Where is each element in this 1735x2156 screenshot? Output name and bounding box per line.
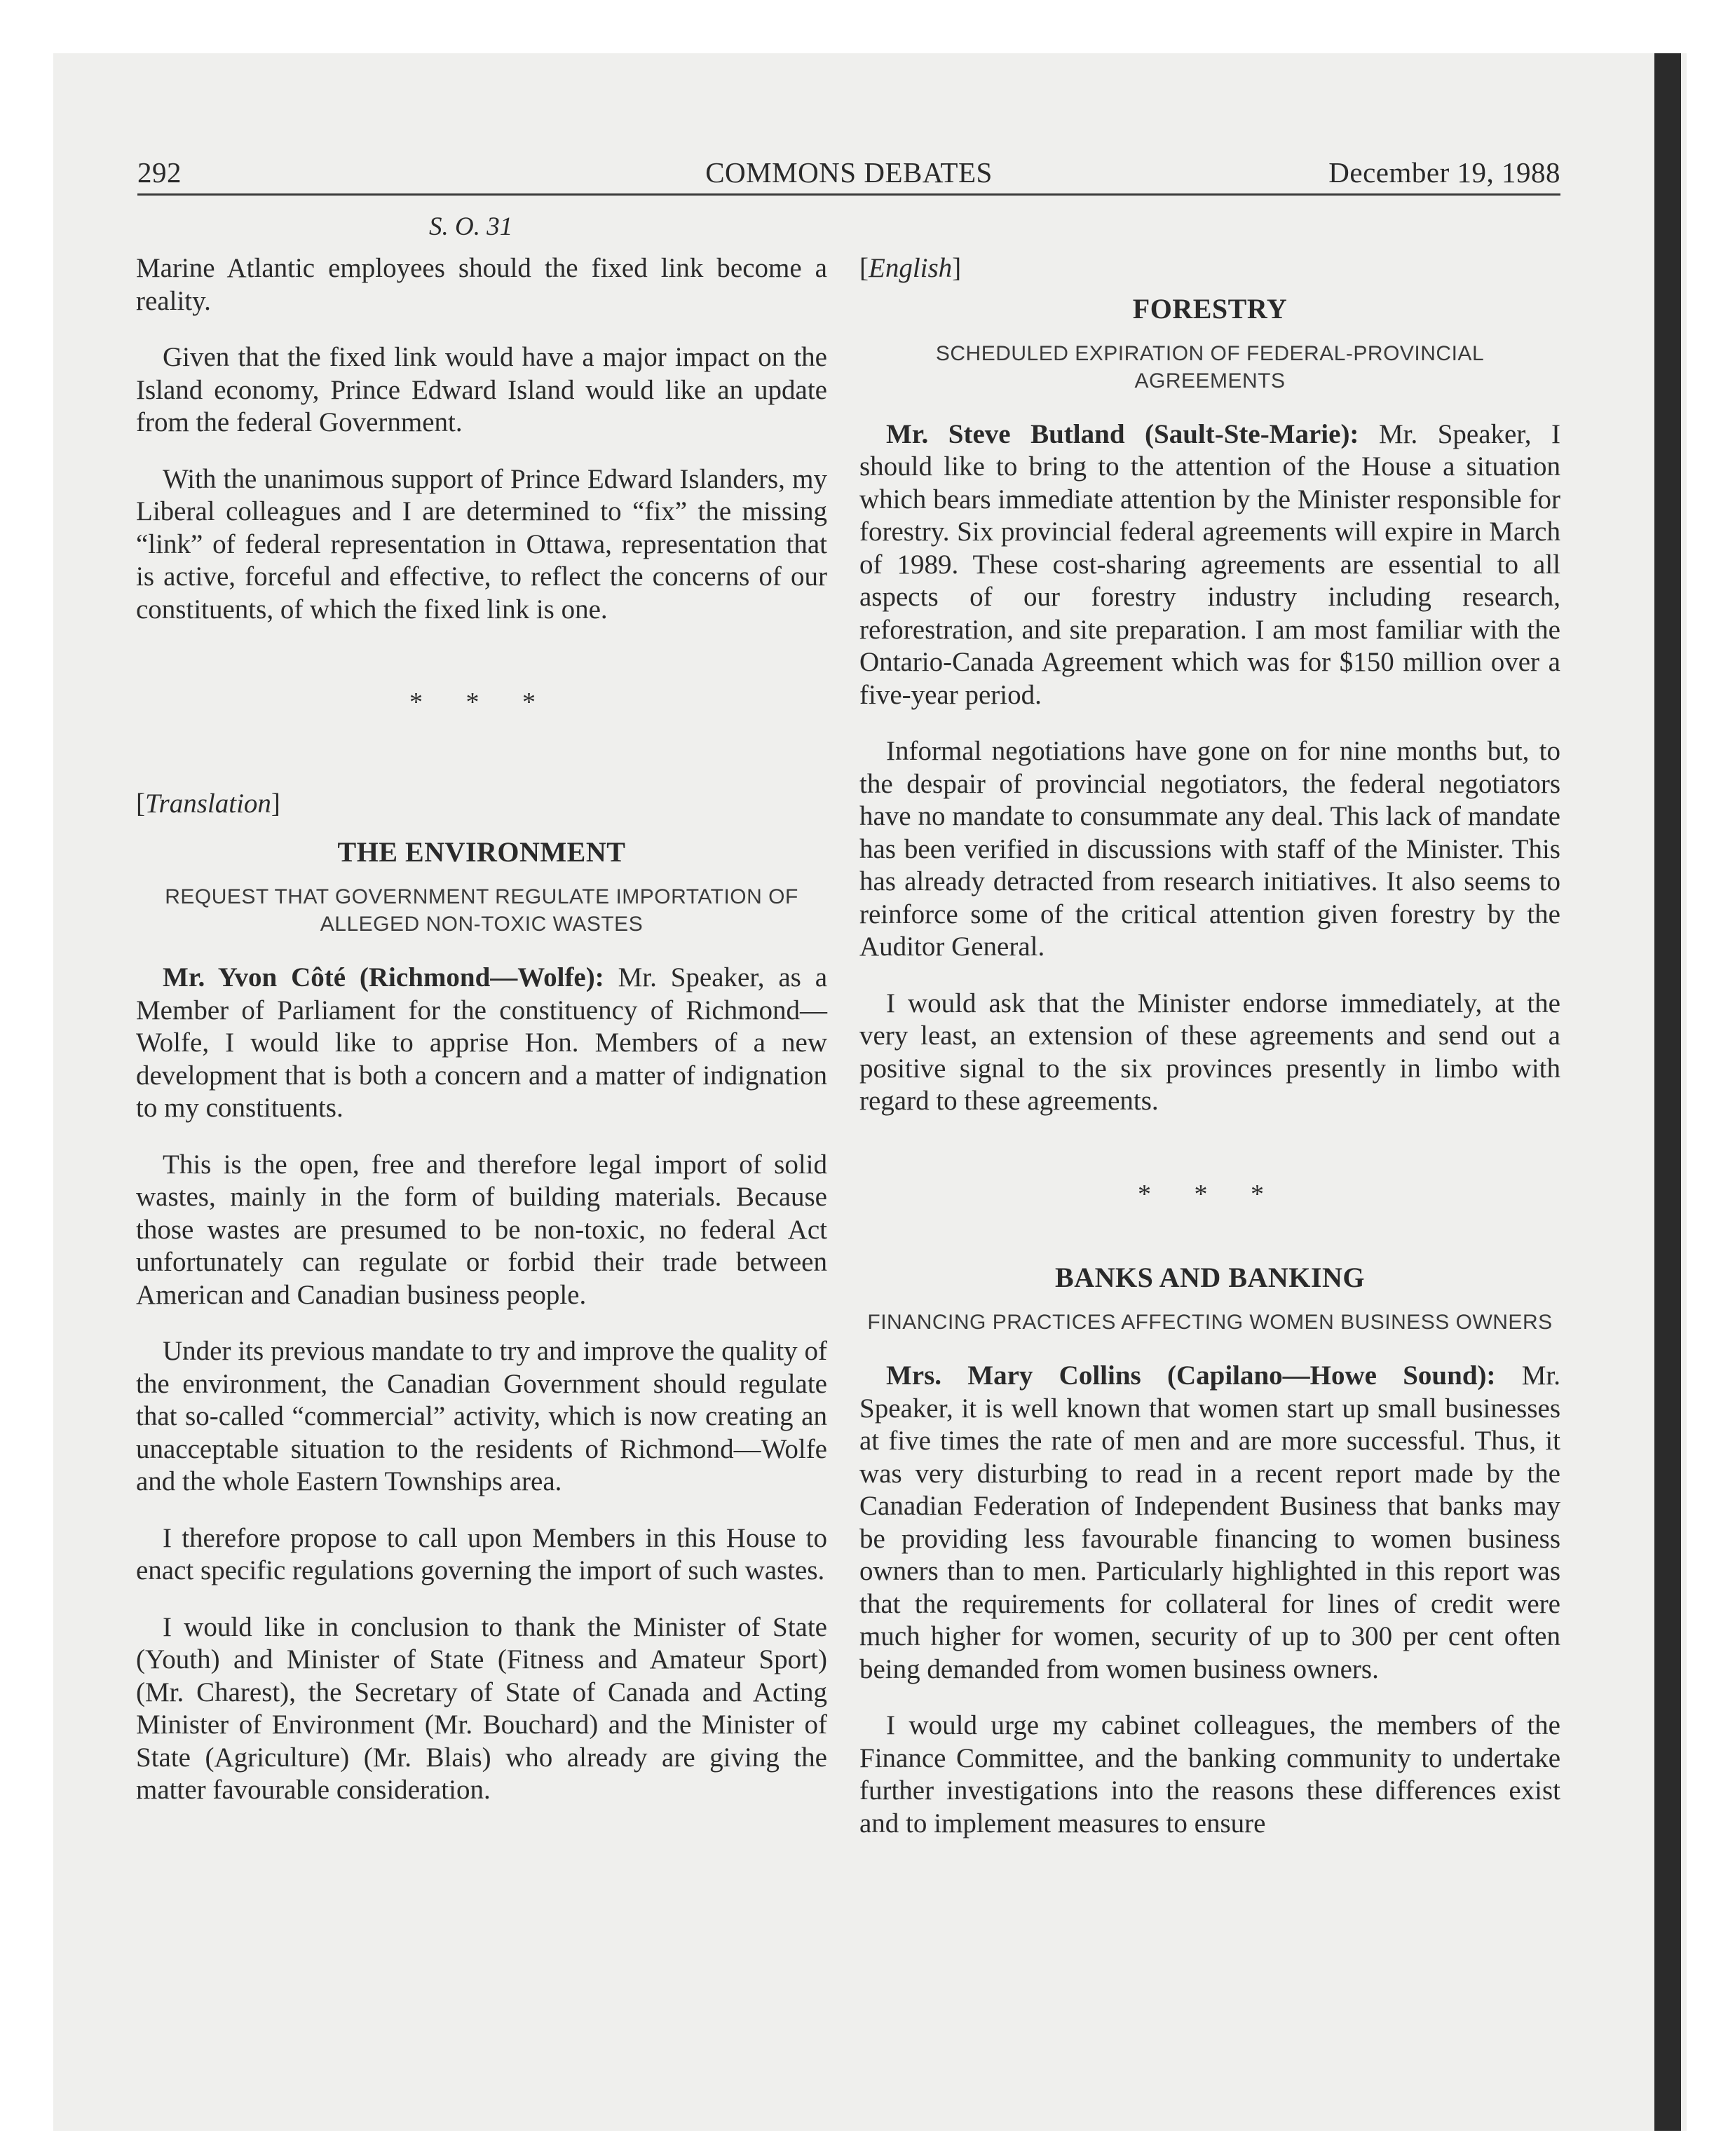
paragraph: Given that the fixed link would have a major impact on the Island economy, Prince Edward Island would like an update from the federal Government. <box>136 342 827 437</box>
publication-date: December 19, 1988 <box>1328 156 1560 189</box>
speech-text: Mr. Speaker, as a Member of Parliament for the constituency of Richmond—Wolfe, I would like to apprise Hon. Members of a new development that is both a concern and a matter of indignation to my constituents. <box>136 962 827 1123</box>
paragraph: I would ask that the Minister endorse immediately, at the very least, an extension of these agreements and send out a positive signal to the six provinces presently in limbo with regard to these agreements. <box>859 988 1560 1116</box>
language-tag: [Translation] <box>136 788 280 819</box>
language-tag: [English] <box>859 253 962 283</box>
paragraph: Informal negotiations have gone on for nine months but, to the despair of provincial negotiators, the federal negotiators have no mandate to consummate any deal. This lack of mandate has been verified in discussions with staff of the Minister. This has already detracted from research initiatives. It also seems to reinforce some of the critical attention given forestry by the Auditor General. <box>859 736 1560 962</box>
right-column <box>859 252 1560 1840</box>
section-heading: THE ENVIRONMENT <box>337 836 626 868</box>
header-rule <box>137 193 1560 196</box>
speech-text: Mr. Speaker, it is well known that women start up small businesses at five times the rate of men and are more successful. Thus, it was very disturbing to read in a recent report made by the Canadian Federation of Independent Business that banks may be providing less favourable financing to women business owners than to men. Particularly highlighted in this report was that the requirements for collateral for lines of credit were much higher for women, security of up to 300 per cent often being demanded from women business owners. <box>859 1360 1561 1684</box>
section-heading: FORESTRY <box>1132 292 1288 325</box>
language-tag-text: Translation <box>145 788 271 819</box>
section-separator: * * * <box>1138 1179 1282 1209</box>
speaker-name: Mrs. Mary Collins (Capilano—Howe Sound): <box>886 1360 1496 1391</box>
paragraph <box>859 418 1560 712</box>
standing-order-label: S. O. 31 <box>429 212 513 241</box>
publication-title: COMMONS DEBATES <box>705 156 993 189</box>
section-subheading: SCHEDULED EXPIRATION OF FEDERAL-PROVINCIAL AGREEMENTS <box>935 341 1485 393</box>
paragraph: Under its previous mandate to try and improve the quality of the environment, the Canadian Government should regulate that so-called “commercial” activity, which is now creating an unacceptable situation to the residents of Richmond—Wolfe and the whole Eastern Townships area. <box>136 1336 827 1496</box>
language-tag-text: English <box>869 253 953 283</box>
paragraph <box>859 1360 1560 1686</box>
paragraph: I would urge my cabinet colleagues, the members of the Finance Committee, and the banking community to undertake further investigations into the reasons these differences exist and to implement measures to ensure <box>859 1710 1560 1838</box>
section-heading: BANKS AND BANKING <box>1055 1262 1365 1293</box>
page-header <box>137 156 1560 196</box>
paragraph: I would like in conclusion to thank the Minister of State (Youth) and Minister of State (Fitness and Amateur Sport) (Mr. Charest), the Secretary of State of Canada and Acting Minister of Environment (Mr. Bouchard) and the Minister of State (Agriculture) (Mr. Blais) who already are giving the matter favourable consideration. <box>136 1611 827 1805</box>
paragraph: With the unanimous support of Prince Edward Islanders, my Liberal colleagues and I are determined to “fix” the missing “link” of federal representation in Ottawa, representation that is active, forceful and effective, to reflect the concerns of our constituents, of which the fixed link is one. <box>136 463 827 625</box>
speaker-name: Mr. Yvon Côté (Richmond—Wolfe): <box>163 962 604 992</box>
left-column <box>136 252 827 1807</box>
paragraph: This is the open, free and therefore legal import of solid wastes, mainly in the form of building materials. Because those wastes are presumed to be non-toxic, no federal Act unfortunately can regulate or forbid their trade between American and Canadian business people. <box>136 1149 827 1310</box>
paragraph: Marine Atlantic employees should the fixed link become a reality. <box>136 253 827 316</box>
page-number: 292 <box>137 156 182 189</box>
section-subheading: FINANCING PRACTICES AFFECTING WOMEN BUSINESS OWNERS <box>867 1311 1553 1334</box>
speech-text: Mr. Speaker, I should like to bring to the attention of the House a situation which bears immediate attention by the Minister responsible for forestry. Six provincial federal agreements will expire in March of 1989. These cost-sharing agreements are essential to all aspects of our forestry industry including research, reforestration, and site preparation. I am most familiar with the Ontario-Canada Agreement which was for $150 million over a five-year period. <box>859 418 1561 710</box>
paragraph: I therefore propose to call upon Members in this House to enact specific regulations governing the import of such wastes. <box>136 1522 827 1585</box>
speaker-name: Mr. Steve Butland (Sault-Ste-Marie): <box>886 418 1359 449</box>
scan-edge-bar <box>1654 53 1681 2131</box>
section-separator: * * * <box>409 688 554 717</box>
paragraph <box>136 962 827 1125</box>
section-subheading: REQUEST THAT GOVERNMENT REGULATE IMPORTATION OF ALLEGED NON-TOXIC WASTES <box>165 885 798 936</box>
